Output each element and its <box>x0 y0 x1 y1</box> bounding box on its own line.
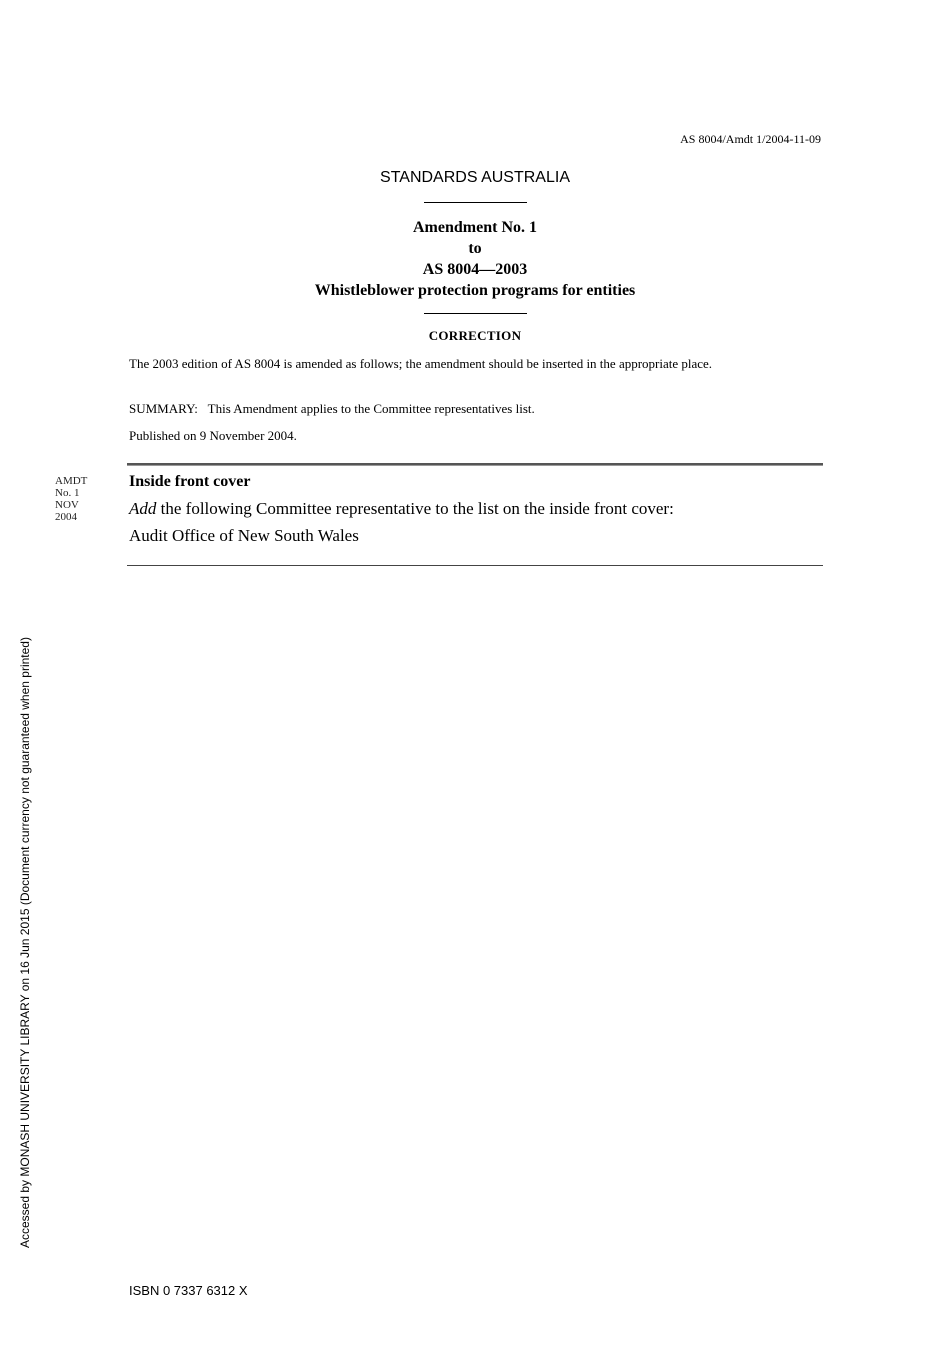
access-watermark: Accessed by MONASH UNIVERSITY LIBRARY on 16 Jun 2015 (Document currency not guaranteed when printed) <box>18 637 32 1248</box>
summary-label: SUMMARY: <box>129 401 198 416</box>
title-block <box>0 217 950 301</box>
margin-note-line: AMDT <box>55 475 88 487</box>
title-subject: Whistleblower protection programs for entities <box>314 282 636 299</box>
committee-entry: Audit Office of New South Wales <box>129 526 359 545</box>
margin-note-line: 2004 <box>55 511 77 523</box>
isbn: ISBN 0 7337 6312 X <box>129 1283 248 1298</box>
title-rule-top <box>424 202 527 203</box>
margin-note-line: No. 1 <box>55 487 80 499</box>
title-to: to <box>468 240 482 257</box>
margin-note-line: NOV <box>55 499 79 511</box>
instruction-text: the following Committee representative to the list on the inside front cover: <box>156 499 674 518</box>
amendment-rule-bottom <box>127 565 823 566</box>
summary-text: This Amendment applies to the Committee representatives list. <box>207 401 535 416</box>
amendment-margin-note <box>55 475 87 523</box>
amendment-rule-top <box>127 463 823 466</box>
section-heading: Inside front cover <box>129 473 251 490</box>
published-date: Published on 9 November 2004. <box>129 428 297 443</box>
instruction-verb: Add <box>129 499 157 518</box>
intro-paragraph: The 2003 edition of AS 8004 is amended as follows; the amendment should be inserted in the appropriate place. <box>129 356 713 371</box>
title-standard: AS 8004—2003 <box>422 261 528 278</box>
title-rule-bottom <box>424 313 527 314</box>
correction-heading: CORRECTION <box>428 328 522 343</box>
document-reference: AS 8004/Amdt 1/2004-11-09 <box>680 132 821 146</box>
title-amendment: Amendment No. 1 <box>413 219 537 236</box>
organization-name: STANDARDS AUSTRALIA <box>380 169 570 186</box>
summary-paragraph <box>129 400 822 417</box>
amendment-instruction <box>129 499 674 519</box>
